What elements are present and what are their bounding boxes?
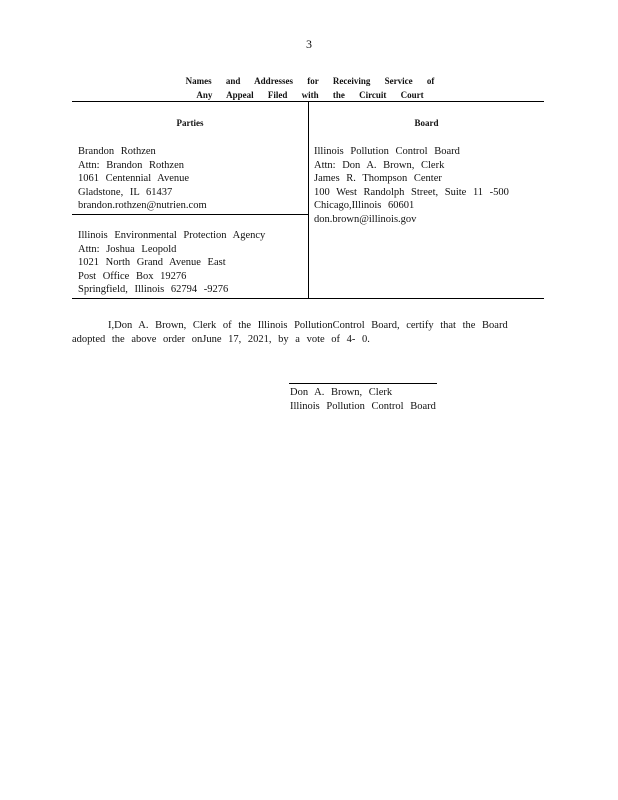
certification-line-1: I,Don A. Brown, Clerk of the Illinois PollutionControl Board, certify that the Board [108, 320, 508, 331]
section-heading [150, 74, 470, 102]
board-building: James R. Thompson Center [314, 173, 442, 185]
party-1-street: 1061 Centennial Avenue [78, 173, 190, 185]
party-1-city: Gladstone, IL 61437 [78, 186, 173, 198]
party-2-address [78, 229, 265, 297]
board-email: don.brown@illinois.gov [314, 213, 417, 225]
party-2-city: Springfield, Illinois 62794 -9276 [78, 284, 229, 296]
certification-line-2: adopted the above order onJune 17, 2021, by a vote of 4- 0. [72, 334, 370, 345]
page-number: 3 [306, 37, 312, 51]
party-2-name: Illinois Environmental Protection Agency [78, 230, 266, 241]
signature-line [289, 383, 437, 384]
party-1-name: Brandon Rothzen [78, 146, 156, 157]
row-divider [72, 214, 308, 215]
board-attn: Attn: Don A. Brown, Clerk [314, 159, 445, 171]
heading-line-2: Any Appeal Filed with the Circuit Court [196, 90, 424, 100]
board-header: Board [414, 118, 439, 128]
party-1-address [78, 145, 207, 213]
certification-paragraph [72, 319, 512, 347]
board-city: Chicago,Illinois 60601 [314, 200, 415, 212]
party-2-pobox: Post Office Box 19276 [78, 270, 187, 282]
signature-org: Illinois Pollution Control Board [290, 401, 436, 412]
signature-name: Don A. Brown, Clerk [290, 387, 393, 398]
board-address [314, 145, 509, 227]
party-1-email: brandon.rothzen@nutrien.com [78, 200, 207, 212]
service-table [72, 101, 544, 299]
signature-block [290, 386, 436, 414]
party-2-attn: Attn: Joshua Leopold [78, 243, 177, 255]
column-divider [308, 102, 309, 298]
parties-header: Parties [176, 118, 204, 128]
heading-line-1: Names and Addresses for Receiving Service of [185, 76, 435, 86]
party-2-street: 1021 North Grand Avenue East [78, 257, 226, 269]
party-1-attn: Attn: Brandon Rothzen [78, 159, 184, 171]
board-street: 100 West Randolph Street, Suite 11 -500 [314, 186, 509, 198]
board-name: Illinois Pollution Control Board [314, 146, 460, 157]
